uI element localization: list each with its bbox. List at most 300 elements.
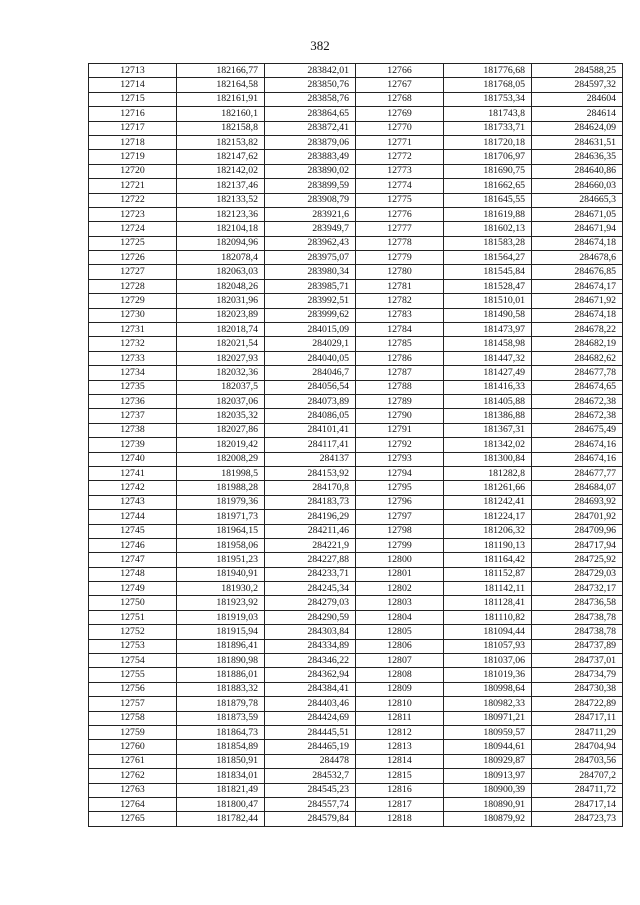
table-row <box>89 610 623 624</box>
point-number-cell: 12772 <box>356 150 444 164</box>
x-coordinate-cell: 180890,91 <box>444 797 532 811</box>
table-row <box>89 236 623 250</box>
point-number-cell: 12771 <box>356 135 444 149</box>
y-coordinate-cell: 283864,65 <box>265 107 356 121</box>
x-coordinate-cell: 181416,33 <box>444 380 532 394</box>
point-number-cell: 12787 <box>356 366 444 380</box>
y-coordinate-cell: 284588,25 <box>532 64 623 78</box>
table-row <box>89 481 623 495</box>
table-row <box>89 121 623 135</box>
x-coordinate-cell: 181242,41 <box>444 495 532 509</box>
y-coordinate-cell: 283858,76 <box>265 92 356 106</box>
point-number-cell: 12791 <box>356 423 444 437</box>
y-coordinate-cell: 284640,86 <box>532 164 623 178</box>
point-number-cell: 12718 <box>89 135 177 149</box>
point-number-cell: 12724 <box>89 222 177 236</box>
x-coordinate-cell: 182153,82 <box>177 135 265 149</box>
y-coordinate-cell: 283872,41 <box>265 121 356 135</box>
x-coordinate-cell: 181930,2 <box>177 582 265 596</box>
point-number-cell: 12741 <box>89 466 177 480</box>
point-number-cell: 12749 <box>89 582 177 596</box>
point-number-cell: 12814 <box>356 754 444 768</box>
y-coordinate-cell: 284711,72 <box>532 783 623 797</box>
x-coordinate-cell: 181458,98 <box>444 337 532 351</box>
point-number-cell: 12732 <box>89 337 177 351</box>
point-number-cell: 12729 <box>89 294 177 308</box>
y-coordinate-cell: 284445,51 <box>265 725 356 739</box>
y-coordinate-cell: 284723,73 <box>532 812 623 826</box>
x-coordinate-cell: 181206,32 <box>444 524 532 538</box>
x-coordinate-cell: 182104,18 <box>177 222 265 236</box>
y-coordinate-cell: 284153,92 <box>265 466 356 480</box>
table-row <box>89 466 623 480</box>
x-coordinate-cell: 180959,57 <box>444 725 532 739</box>
y-coordinate-cell: 283921,6 <box>265 207 356 221</box>
table-row <box>89 452 623 466</box>
y-coordinate-cell: 283890,02 <box>265 164 356 178</box>
point-number-cell: 12794 <box>356 466 444 480</box>
x-coordinate-cell: 181473,97 <box>444 323 532 337</box>
table-row <box>89 711 623 725</box>
point-number-cell: 12717 <box>89 121 177 135</box>
x-coordinate-cell: 180982,33 <box>444 697 532 711</box>
y-coordinate-cell: 284245,34 <box>265 582 356 596</box>
y-coordinate-cell: 284478 <box>265 754 356 768</box>
x-coordinate-cell: 182166,77 <box>177 64 265 78</box>
x-coordinate-cell: 181979,36 <box>177 495 265 509</box>
x-coordinate-cell: 181768,05 <box>444 78 532 92</box>
y-coordinate-cell: 284725,92 <box>532 553 623 567</box>
y-coordinate-cell: 284604 <box>532 92 623 106</box>
y-coordinate-cell: 284532,7 <box>265 769 356 783</box>
point-number-cell: 12750 <box>89 596 177 610</box>
point-number-cell: 12783 <box>356 308 444 322</box>
point-number-cell: 12808 <box>356 668 444 682</box>
point-number-cell: 12777 <box>356 222 444 236</box>
table-row <box>89 308 623 322</box>
x-coordinate-cell: 181923,92 <box>177 596 265 610</box>
y-coordinate-cell: 284674,16 <box>532 452 623 466</box>
table-row <box>89 135 623 149</box>
point-number-cell: 12784 <box>356 323 444 337</box>
point-number-cell: 12766 <box>356 64 444 78</box>
x-coordinate-cell: 182027,93 <box>177 351 265 365</box>
y-coordinate-cell: 284015,09 <box>265 323 356 337</box>
page-number: 382 <box>310 38 330 53</box>
point-number-cell: 12731 <box>89 323 177 337</box>
x-coordinate-cell: 182023,89 <box>177 308 265 322</box>
x-coordinate-cell: 181776,68 <box>444 64 532 78</box>
point-number-cell: 12793 <box>356 452 444 466</box>
y-coordinate-cell: 284709,96 <box>532 524 623 538</box>
x-coordinate-cell: 181564,27 <box>444 251 532 265</box>
table-row <box>89 164 623 178</box>
x-coordinate-cell: 182018,74 <box>177 323 265 337</box>
y-coordinate-cell: 284046,7 <box>265 366 356 380</box>
x-coordinate-cell: 181645,55 <box>444 193 532 207</box>
y-coordinate-cell: 284465,19 <box>265 740 356 754</box>
point-number-cell: 12728 <box>89 279 177 293</box>
y-coordinate-cell: 284196,29 <box>265 510 356 524</box>
x-coordinate-cell: 182021,54 <box>177 337 265 351</box>
x-coordinate-cell: 181690,75 <box>444 164 532 178</box>
table-row <box>89 582 623 596</box>
y-coordinate-cell: 284279,03 <box>265 596 356 610</box>
y-coordinate-cell: 283842,01 <box>265 64 356 78</box>
point-number-cell: 12815 <box>356 769 444 783</box>
y-coordinate-cell: 284086,05 <box>265 409 356 423</box>
point-number-cell: 12806 <box>356 639 444 653</box>
x-coordinate-cell: 181142,11 <box>444 582 532 596</box>
table-row <box>89 668 623 682</box>
x-coordinate-cell: 181019,36 <box>444 668 532 682</box>
point-number-cell: 12780 <box>356 265 444 279</box>
y-coordinate-cell: 284290,59 <box>265 610 356 624</box>
table-row <box>89 438 623 452</box>
y-coordinate-cell: 284424,69 <box>265 711 356 725</box>
y-coordinate-cell: 283999,62 <box>265 308 356 322</box>
x-coordinate-cell: 181405,88 <box>444 394 532 408</box>
x-coordinate-cell: 182008,29 <box>177 452 265 466</box>
x-coordinate-cell: 181110,82 <box>444 610 532 624</box>
y-coordinate-cell: 284227,88 <box>265 553 356 567</box>
point-number-cell: 12767 <box>356 78 444 92</box>
x-coordinate-cell: 181733,71 <box>444 121 532 135</box>
x-coordinate-cell: 181883,32 <box>177 682 265 696</box>
point-number-cell: 12735 <box>89 380 177 394</box>
point-number-cell: 12809 <box>356 682 444 696</box>
x-coordinate-cell: 181602,13 <box>444 222 532 236</box>
point-number-cell: 12800 <box>356 553 444 567</box>
x-coordinate-cell: 182164,58 <box>177 78 265 92</box>
point-number-cell: 12804 <box>356 610 444 624</box>
y-coordinate-cell: 284734,79 <box>532 668 623 682</box>
point-number-cell: 12765 <box>89 812 177 826</box>
x-coordinate-cell: 181386,88 <box>444 409 532 423</box>
table-row <box>89 92 623 106</box>
y-coordinate-cell: 284717,11 <box>532 711 623 725</box>
y-coordinate-cell: 284545,23 <box>265 783 356 797</box>
x-coordinate-cell: 182032,36 <box>177 366 265 380</box>
table-row <box>89 725 623 739</box>
x-coordinate-cell: 181873,59 <box>177 711 265 725</box>
y-coordinate-cell: 284233,71 <box>265 567 356 581</box>
x-coordinate-cell: 182123,36 <box>177 207 265 221</box>
y-coordinate-cell: 284170,8 <box>265 481 356 495</box>
table-row <box>89 150 623 164</box>
y-coordinate-cell: 284682,62 <box>532 351 623 365</box>
point-number-cell: 12737 <box>89 409 177 423</box>
y-coordinate-cell: 283850,76 <box>265 78 356 92</box>
x-coordinate-cell: 181094,44 <box>444 625 532 639</box>
table-row <box>89 107 623 121</box>
point-number-cell: 12781 <box>356 279 444 293</box>
point-number-cell: 12796 <box>356 495 444 509</box>
x-coordinate-cell: 182147,62 <box>177 150 265 164</box>
point-number-cell: 12812 <box>356 725 444 739</box>
point-number-cell: 12805 <box>356 625 444 639</box>
x-coordinate-cell: 181261,66 <box>444 481 532 495</box>
point-number-cell: 12726 <box>89 251 177 265</box>
x-coordinate-cell: 181854,89 <box>177 740 265 754</box>
x-coordinate-cell: 182048,26 <box>177 279 265 293</box>
x-coordinate-cell: 182094,96 <box>177 236 265 250</box>
point-number-cell: 12759 <box>89 725 177 739</box>
point-number-cell: 12769 <box>356 107 444 121</box>
y-coordinate-cell: 284624,09 <box>532 121 623 135</box>
table-row <box>89 797 623 811</box>
x-coordinate-cell: 181896,41 <box>177 639 265 653</box>
y-coordinate-cell: 284674,18 <box>532 308 623 322</box>
y-coordinate-cell: 283962,43 <box>265 236 356 250</box>
x-coordinate-cell: 181300,84 <box>444 452 532 466</box>
point-number-cell: 12742 <box>89 481 177 495</box>
x-coordinate-cell: 180929,87 <box>444 754 532 768</box>
x-coordinate-cell: 181367,31 <box>444 423 532 437</box>
point-number-cell: 12753 <box>89 639 177 653</box>
x-coordinate-cell: 181190,13 <box>444 538 532 552</box>
x-coordinate-cell: 182142,02 <box>177 164 265 178</box>
table-row <box>89 812 623 826</box>
y-coordinate-cell: 283879,06 <box>265 135 356 149</box>
table-row <box>89 323 623 337</box>
table-row <box>89 697 623 711</box>
x-coordinate-cell: 182133,52 <box>177 193 265 207</box>
point-number-cell: 12768 <box>356 92 444 106</box>
x-coordinate-cell: 181282,8 <box>444 466 532 480</box>
table-row <box>89 394 623 408</box>
table-row <box>89 64 623 78</box>
table-row <box>89 279 623 293</box>
y-coordinate-cell: 284672,38 <box>532 409 623 423</box>
y-coordinate-cell: 284671,05 <box>532 207 623 221</box>
x-coordinate-cell: 181619,88 <box>444 207 532 221</box>
point-number-cell: 12740 <box>89 452 177 466</box>
x-coordinate-cell: 182035,32 <box>177 409 265 423</box>
point-number-cell: 12782 <box>356 294 444 308</box>
table-row <box>89 625 623 639</box>
point-number-cell: 12774 <box>356 179 444 193</box>
y-coordinate-cell: 283975,07 <box>265 251 356 265</box>
point-number-cell: 12811 <box>356 711 444 725</box>
y-coordinate-cell: 284073,89 <box>265 394 356 408</box>
x-coordinate-cell: 181821,49 <box>177 783 265 797</box>
y-coordinate-cell: 284738,78 <box>532 625 623 639</box>
y-coordinate-cell: 284730,38 <box>532 682 623 696</box>
table-row <box>89 639 623 653</box>
x-coordinate-cell: 181753,34 <box>444 92 532 106</box>
x-coordinate-cell: 182078,4 <box>177 251 265 265</box>
y-coordinate-cell: 284677,78 <box>532 366 623 380</box>
table-row <box>89 179 623 193</box>
table-row <box>89 596 623 610</box>
point-number-cell: 12790 <box>356 409 444 423</box>
point-number-cell: 12795 <box>356 481 444 495</box>
x-coordinate-cell: 181951,23 <box>177 553 265 567</box>
y-coordinate-cell: 283899,59 <box>265 179 356 193</box>
y-coordinate-cell: 284738,78 <box>532 610 623 624</box>
y-coordinate-cell: 284671,92 <box>532 294 623 308</box>
y-coordinate-cell: 284682,19 <box>532 337 623 351</box>
point-number-cell: 12813 <box>356 740 444 754</box>
table-row <box>89 193 623 207</box>
y-coordinate-cell: 284211,46 <box>265 524 356 538</box>
point-number-cell: 12786 <box>356 351 444 365</box>
point-number-cell: 12801 <box>356 567 444 581</box>
x-coordinate-cell: 181864,73 <box>177 725 265 739</box>
x-coordinate-cell: 181919,03 <box>177 610 265 624</box>
y-coordinate-cell: 284676,85 <box>532 265 623 279</box>
point-number-cell: 12760 <box>89 740 177 754</box>
y-coordinate-cell: 284334,89 <box>265 639 356 653</box>
table-row <box>89 740 623 754</box>
x-coordinate-cell: 181886,01 <box>177 668 265 682</box>
point-number-cell: 12763 <box>89 783 177 797</box>
y-coordinate-cell: 284674,65 <box>532 380 623 394</box>
y-coordinate-cell: 284671,94 <box>532 222 623 236</box>
point-number-cell: 12816 <box>356 783 444 797</box>
y-coordinate-cell: 284678,22 <box>532 323 623 337</box>
x-coordinate-cell: 182031,96 <box>177 294 265 308</box>
point-number-cell: 12770 <box>356 121 444 135</box>
point-number-cell: 12734 <box>89 366 177 380</box>
point-number-cell: 12714 <box>89 78 177 92</box>
y-coordinate-cell: 283985,71 <box>265 279 356 293</box>
x-coordinate-cell: 181940,91 <box>177 567 265 581</box>
table-row <box>89 769 623 783</box>
x-coordinate-cell: 181510,01 <box>444 294 532 308</box>
point-number-cell: 12755 <box>89 668 177 682</box>
y-coordinate-cell: 284674,17 <box>532 279 623 293</box>
x-coordinate-cell: 180913,97 <box>444 769 532 783</box>
x-coordinate-cell: 181971,73 <box>177 510 265 524</box>
point-number-cell: 12807 <box>356 654 444 668</box>
x-coordinate-cell: 182027,86 <box>177 423 265 437</box>
table-row <box>89 337 623 351</box>
point-number-cell: 12720 <box>89 164 177 178</box>
table-row <box>89 409 623 423</box>
x-coordinate-cell: 181037,06 <box>444 654 532 668</box>
table-row <box>89 294 623 308</box>
x-coordinate-cell: 181583,28 <box>444 236 532 250</box>
y-coordinate-cell: 284665,3 <box>532 193 623 207</box>
point-number-cell: 12756 <box>89 682 177 696</box>
x-coordinate-cell: 182161,91 <box>177 92 265 106</box>
x-coordinate-cell: 180900,39 <box>444 783 532 797</box>
y-coordinate-cell: 284729,03 <box>532 567 623 581</box>
table-row <box>89 510 623 524</box>
point-number-cell: 12746 <box>89 538 177 552</box>
point-number-cell: 12716 <box>89 107 177 121</box>
point-number-cell: 12803 <box>356 596 444 610</box>
point-number-cell: 12798 <box>356 524 444 538</box>
y-coordinate-cell: 284703,56 <box>532 754 623 768</box>
table-row <box>89 222 623 236</box>
x-coordinate-cell: 180971,21 <box>444 711 532 725</box>
point-number-cell: 12762 <box>89 769 177 783</box>
point-number-cell: 12743 <box>89 495 177 509</box>
y-coordinate-cell: 284056,54 <box>265 380 356 394</box>
y-coordinate-cell: 284707,2 <box>532 769 623 783</box>
y-coordinate-cell: 284384,41 <box>265 682 356 696</box>
point-number-cell: 12802 <box>356 582 444 596</box>
point-number-cell: 12799 <box>356 538 444 552</box>
point-number-cell: 12744 <box>89 510 177 524</box>
x-coordinate-cell: 182137,46 <box>177 179 265 193</box>
coordinates-table <box>88 63 623 827</box>
y-coordinate-cell: 284737,01 <box>532 654 623 668</box>
y-coordinate-cell: 284711,29 <box>532 725 623 739</box>
table-row <box>89 207 623 221</box>
point-number-cell: 12738 <box>89 423 177 437</box>
table-row <box>89 495 623 509</box>
y-coordinate-cell: 284631,51 <box>532 135 623 149</box>
point-number-cell: 12751 <box>89 610 177 624</box>
x-coordinate-cell: 181782,44 <box>177 812 265 826</box>
x-coordinate-cell: 181057,93 <box>444 639 532 653</box>
point-number-cell: 12730 <box>89 308 177 322</box>
point-number-cell: 12715 <box>89 92 177 106</box>
point-number-cell: 12748 <box>89 567 177 581</box>
point-number-cell: 12764 <box>89 797 177 811</box>
coordinates-table-body <box>89 64 623 827</box>
x-coordinate-cell: 181545,84 <box>444 265 532 279</box>
point-number-cell: 12721 <box>89 179 177 193</box>
x-coordinate-cell: 181988,28 <box>177 481 265 495</box>
y-coordinate-cell: 284029,1 <box>265 337 356 351</box>
point-number-cell: 12785 <box>356 337 444 351</box>
table-row <box>89 78 623 92</box>
y-coordinate-cell: 283992,51 <box>265 294 356 308</box>
table-row <box>89 251 623 265</box>
x-coordinate-cell: 181964,15 <box>177 524 265 538</box>
y-coordinate-cell: 284221,9 <box>265 538 356 552</box>
point-number-cell: 12758 <box>89 711 177 725</box>
x-coordinate-cell: 181128,41 <box>444 596 532 610</box>
y-coordinate-cell: 283949,7 <box>265 222 356 236</box>
x-coordinate-cell: 181720,18 <box>444 135 532 149</box>
y-coordinate-cell: 283980,34 <box>265 265 356 279</box>
x-coordinate-cell: 181152,87 <box>444 567 532 581</box>
point-number-cell: 12779 <box>356 251 444 265</box>
x-coordinate-cell: 181879,78 <box>177 697 265 711</box>
point-number-cell: 12778 <box>356 236 444 250</box>
point-number-cell: 12739 <box>89 438 177 452</box>
point-number-cell: 12761 <box>89 754 177 768</box>
table-row <box>89 423 623 437</box>
y-coordinate-cell: 284674,18 <box>532 236 623 250</box>
table-row <box>89 754 623 768</box>
y-coordinate-cell: 284701,92 <box>532 510 623 524</box>
x-coordinate-cell: 181662,65 <box>444 179 532 193</box>
x-coordinate-cell: 182063,03 <box>177 265 265 279</box>
table-row <box>89 682 623 696</box>
y-coordinate-cell: 283883,49 <box>265 150 356 164</box>
table-row <box>89 524 623 538</box>
point-number-cell: 12725 <box>89 236 177 250</box>
x-coordinate-cell: 181890,98 <box>177 654 265 668</box>
x-coordinate-cell: 181490,58 <box>444 308 532 322</box>
x-coordinate-cell: 181224,17 <box>444 510 532 524</box>
y-coordinate-cell: 284677,77 <box>532 466 623 480</box>
table-row <box>89 265 623 279</box>
y-coordinate-cell: 284101,41 <box>265 423 356 437</box>
point-number-cell: 12723 <box>89 207 177 221</box>
table-row <box>89 538 623 552</box>
y-coordinate-cell: 284303,84 <box>265 625 356 639</box>
y-coordinate-cell: 284346,22 <box>265 654 356 668</box>
y-coordinate-cell: 284722,89 <box>532 697 623 711</box>
